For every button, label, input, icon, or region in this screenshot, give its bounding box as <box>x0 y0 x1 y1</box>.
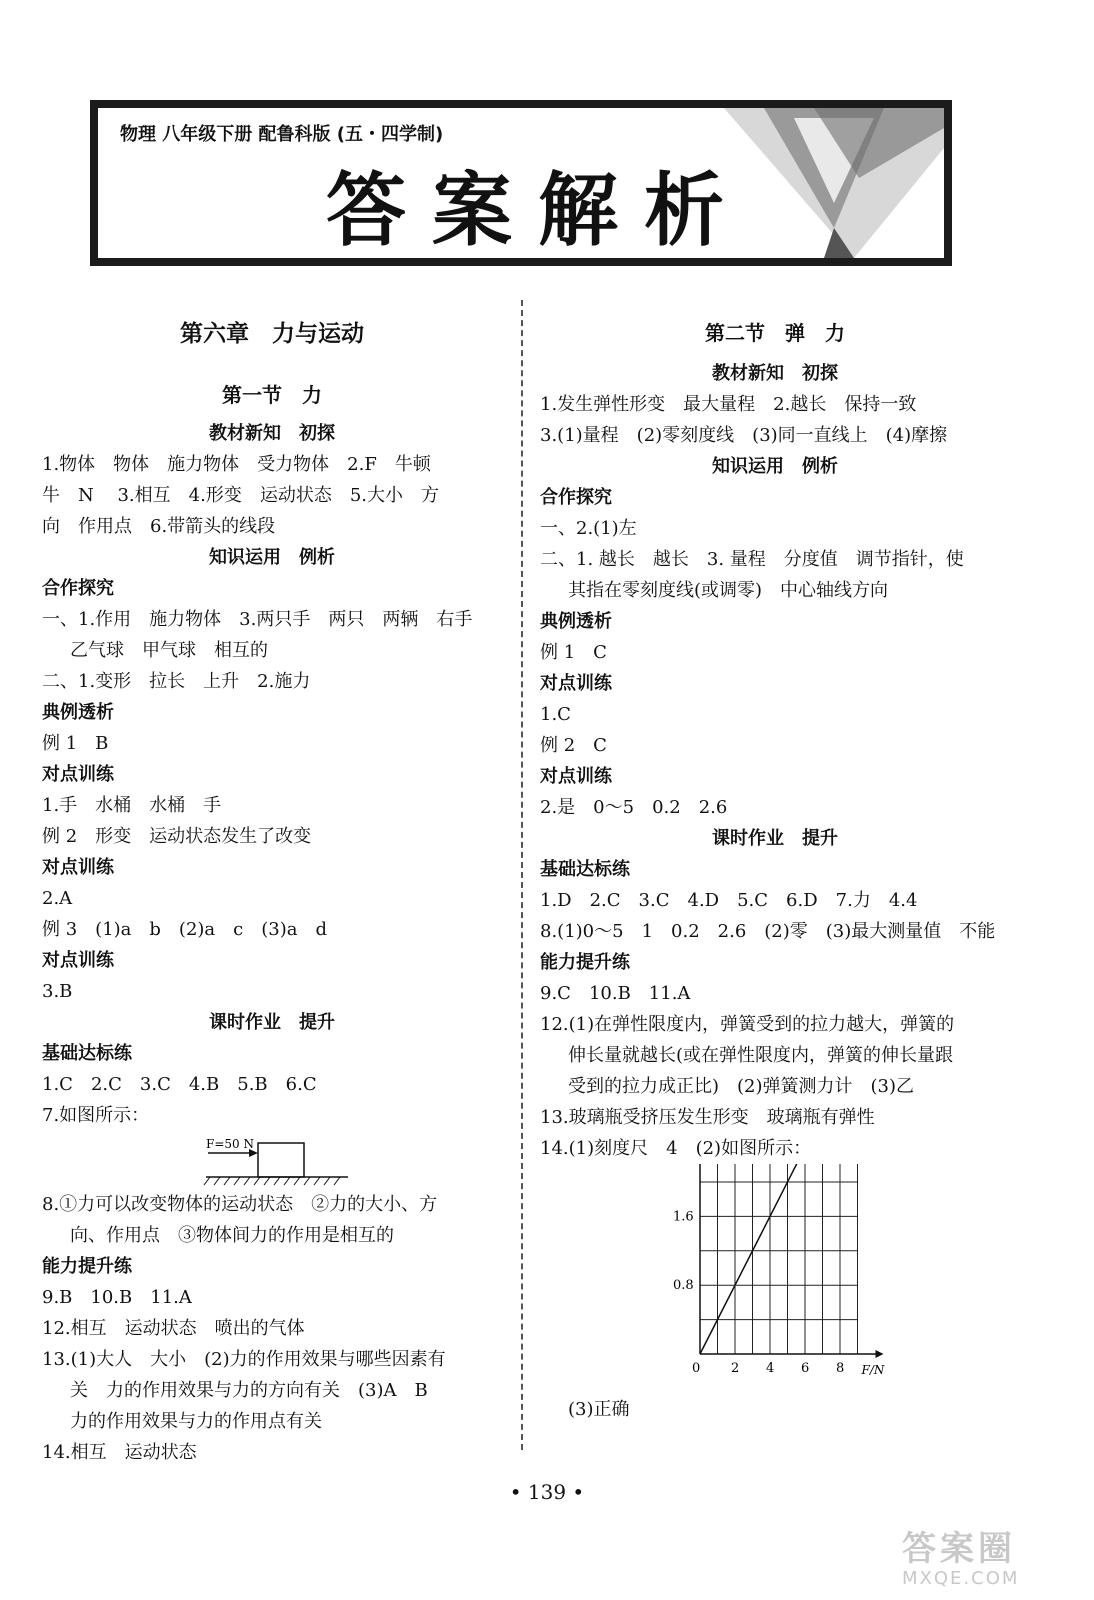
column-divider <box>521 300 523 1450</box>
heading: 典例透析 <box>42 702 114 723</box>
extension-force-chart <box>670 1164 910 1394</box>
force-figure <box>42 1131 502 1189</box>
answer-line: 13.(1)大人 大小 (2)力的作用效果与哪些因素有 <box>42 1349 446 1370</box>
heading: 合作探究 <box>42 578 114 599</box>
x-tick-label: 2 <box>731 1361 740 1376</box>
watermark-site-text: MXQE.COM <box>902 1568 1020 1589</box>
answer-line: 1.手 水桶 水桶 手 <box>42 795 222 816</box>
answer-line: 关 力的作用效果与力的方向有关 (3)A B <box>70 1380 428 1401</box>
decorative-triangle-graphic <box>684 108 944 258</box>
answer-line: 1.物体 物体 施力物体 受力物体 2.F 牛顿 <box>42 454 431 475</box>
subheading: 知识运用 例析 <box>712 456 838 477</box>
watermark-logo-text: 答案圈 <box>902 1529 1016 1569</box>
x-tick-label: 8 <box>836 1361 845 1376</box>
answer-line: 1.D 2.C 3.C 4.D 5.C 6.D 7.力 4.4 <box>540 890 918 911</box>
heading: 对点训练 <box>42 764 114 785</box>
heading: 对点训练 <box>42 857 114 878</box>
answer-line: 一、2.(1)左 <box>540 518 637 539</box>
subheading: 课时作业 提升 <box>712 828 838 849</box>
answer-line: 7.如图所示： <box>42 1105 150 1126</box>
heading: 能力提升练 <box>540 952 630 973</box>
answer-line: (3)正确 <box>568 1399 630 1420</box>
subheading: 教材新知 初探 <box>712 363 838 384</box>
answer-line: 例 2 C <box>540 735 607 756</box>
y-tick-label: 0.8 <box>673 1278 694 1294</box>
graph-block <box>540 1164 1010 1394</box>
force-diagram <box>202 1131 402 1189</box>
answer-line: 乙气球 甲气球 相互的 <box>70 640 268 661</box>
answer-line: 伸长量就越长(或在弹性限度内，弹簧的伸长量跟 <box>568 1045 954 1066</box>
answer-line: 二、1.变形 拉长 上升 2.施力 <box>42 671 311 692</box>
header-banner <box>90 100 952 266</box>
x-tick-label: 6 <box>801 1361 810 1376</box>
answer-line: 例 1 B <box>42 733 109 754</box>
subheading: 课时作业 提升 <box>209 1012 335 1033</box>
section-title-1: 第一节 力 <box>222 383 322 407</box>
header-banner-inner <box>98 108 944 258</box>
answer-line: 例 1 C <box>540 642 607 663</box>
answer-line: 例 3 (1)a b (2)a c (3)a d <box>42 919 327 940</box>
answer-line: 9.B 10.B 11.A <box>42 1287 192 1308</box>
right-column <box>540 310 1010 1425</box>
answer-line: 力的作用效果与力的作用点有关 <box>70 1411 322 1432</box>
answer-line: 12.(1)在弹性限度内，弹簧受到的拉力越大，弹簧的 <box>540 1014 955 1035</box>
answer-line: 1.发生弹性形变 最大量程 2.越长 保持一致 <box>540 394 917 415</box>
x-tick-label: 4 <box>766 1361 775 1376</box>
answer-line: 例 2 形变 运动状态发生了改变 <box>42 826 312 847</box>
answer-line: 向、作用点 ③物体间力的作用是相互的 <box>70 1225 394 1246</box>
x-axis-arrowhead <box>876 1350 884 1358</box>
heading: 对点训练 <box>540 766 612 787</box>
answer-line: 1.C <box>540 704 571 725</box>
answer-line: 8.①力可以改变物体的运动状态 ②力的大小、方 <box>42 1194 438 1215</box>
heading: 合作探究 <box>540 487 612 508</box>
answer-line: 3.B <box>42 981 73 1002</box>
answer-line: 2.是 0～5 0.2 2.6 <box>540 797 728 818</box>
answer-line: 牛 N 3.相互 4.形变 运动状态 5.大小 方 <box>42 485 439 506</box>
heading: 典例透析 <box>540 611 612 632</box>
y-tick-label: 1.6 <box>673 1209 694 1225</box>
x-axis-label: F/N <box>861 1363 885 1377</box>
page-title: 答案解析 <box>326 164 750 257</box>
answer-line: 受到的拉力成正比) (2)弹簧测力计 (3)乙 <box>568 1076 915 1097</box>
watermark <box>902 1530 1072 1590</box>
book-subtitle: 物理 八年级下册 配鲁科版 (五・四学制) <box>120 124 444 145</box>
answer-line: 一、1.作用 施力物体 3.两只手 两只 两辆 右手 <box>42 609 473 630</box>
chapter-title: 第六章 力与运动 <box>180 321 364 347</box>
x-tick-label: 0 <box>692 1361 701 1376</box>
answer-line: 13.玻璃瓶受挤压发生形变 玻璃瓶有弹性 <box>540 1107 875 1128</box>
answer-line: 3.(1)量程 (2)零刻度线 (3)同一直线上 (4)摩擦 <box>540 425 948 446</box>
subheading: 知识运用 例析 <box>209 547 335 568</box>
heading: 基础达标练 <box>540 859 630 880</box>
section-title-2: 第二节 弹 力 <box>705 321 845 345</box>
answer-line: 9.C 10.B 11.A <box>540 983 691 1004</box>
answer-line: 14.(1)刻度尺 4 (2)如图所示： <box>540 1138 812 1159</box>
block <box>258 1143 304 1177</box>
subheading: 教材新知 初探 <box>209 423 335 444</box>
heading: 对点训练 <box>540 673 612 694</box>
answer-line: 2.A <box>42 888 73 909</box>
answer-line: 8.(1)0～5 1 0.2 2.6 (2)零 (3)最大测量值 不能 <box>540 921 996 942</box>
heading: 对点训练 <box>42 950 114 971</box>
answer-line: 12.相互 运动状态 喷出的气体 <box>42 1318 305 1339</box>
answer-line: 二、1. 越长 越长 3. 量程 分度值 调节指针，使 <box>540 549 964 570</box>
left-column <box>42 310 502 1468</box>
heading: 能力提升练 <box>42 1256 132 1277</box>
page-number: • 139 • <box>509 1480 585 1504</box>
answer-line: 其指在零刻度线(或调零) 中心轴线方向 <box>568 580 889 601</box>
answer-line: 14.相互 运动状态 <box>42 1442 197 1463</box>
answer-line: 向 作用点 6.带箭头的线段 <box>42 516 276 537</box>
ground-hatching <box>204 1177 340 1185</box>
heading: 基础达标练 <box>42 1043 132 1064</box>
force-label: F=50 N <box>206 1137 254 1151</box>
answer-line: 1.C 2.C 3.C 4.B 5.B 6.C <box>42 1074 317 1095</box>
